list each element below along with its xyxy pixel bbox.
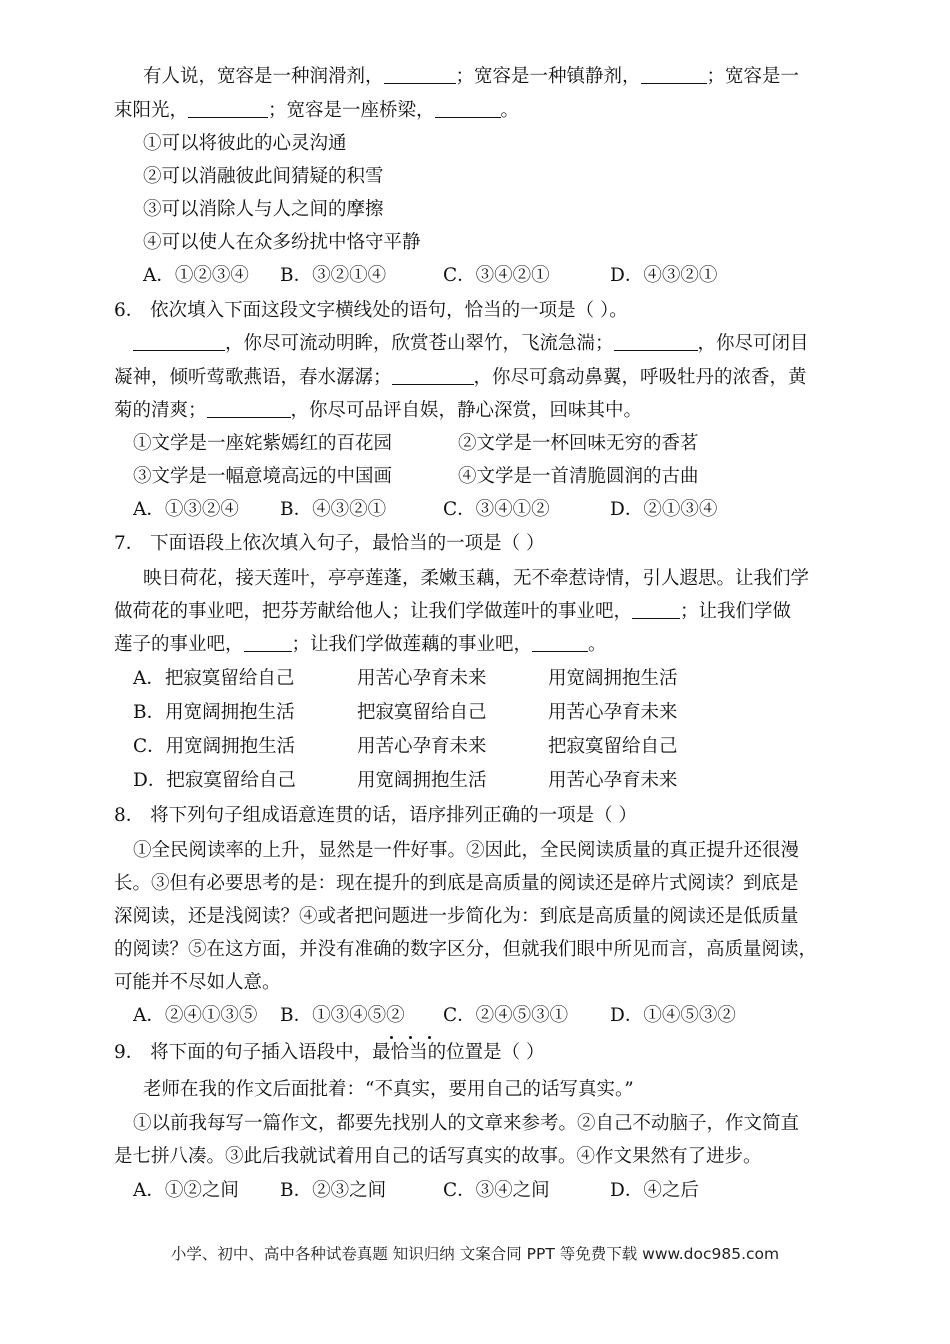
- answer-blank[interactable]: [133, 332, 225, 351]
- q6-option-a[interactable]: A．①③②④: [133, 499, 239, 520]
- q7-stem: 7． 下面语段上依次填入句子，最恰当的一项是（ ）: [114, 533, 545, 554]
- q8-option-d[interactable]: D．①④⑤③②: [610, 1005, 736, 1026]
- q7-option-c-col3: 把寂寞留给自己: [548, 736, 678, 757]
- emphasis-dot: [428, 1036, 431, 1039]
- q6-item-2: ②文学是一杯回味无穷的香茗: [458, 433, 699, 454]
- q6-line-1: ，你尽可流动明眸，欣赏苍山翠竹，飞流急湍； ，你尽可闭目: [133, 331, 809, 357]
- q7-line-1: 映日荷花，接天莲叶，亭亭莲蓬，柔嫩玉藕，无不牵惹诗情，引人遐思。让我们学: [143, 568, 810, 589]
- q5-item-4: ④可以使人在众多纷扰中恪守平静: [143, 232, 421, 253]
- emphasis-dot: [390, 1036, 393, 1039]
- q9-option-b[interactable]: B．②③之间: [280, 1180, 387, 1201]
- answer-blank[interactable]: [392, 366, 474, 385]
- answer-blank[interactable]: [614, 332, 698, 351]
- q8-option-b[interactable]: B．①③④⑤②: [280, 1005, 405, 1026]
- q8-line-3: 深阅读，还是浅阅读？④或者把问题进一步简化为：到底是高质量的阅读还是低质量: [114, 906, 799, 927]
- q7-line-3: 莲子的事业吧， ；让我们学做莲藕的事业吧， 。: [114, 634, 607, 655]
- q6-stem: 6． 依次填入下面这段文字横线处的语句，恰当的一项是（ ）。: [114, 300, 628, 321]
- q9-line-2: 是七拼八凑。③此后我就试着用自己的话写真实的故事。④作文果然有了进步。: [114, 1146, 762, 1167]
- q7-option-a[interactable]: A．把寂寞留给自己: [133, 668, 295, 689]
- q8-line-1: ①全民阅读率的上升，显然是一件好事。②因此，全民阅读质量的真正提升还很漫: [133, 840, 800, 861]
- answer-blank[interactable]: [244, 633, 292, 652]
- q8-option-a[interactable]: A．②④①③⑤: [133, 1005, 258, 1026]
- answer-blank[interactable]: [435, 99, 501, 118]
- q5-item-3: ③可以消除人与人之间的摩擦: [143, 199, 384, 220]
- page-footer: 小学、初中、高中各种试卷真题 知识归纳 文案合同 PPT 等免费下载 www.doc985.com: [170, 1245, 780, 1263]
- q6-line-2: 凝神，倾听莺歌燕语，春水潺潺； ，你尽可翕动鼻翼，呼吸牡丹的浓香，黄: [114, 367, 807, 388]
- q5-option-c[interactable]: C．③④②①: [443, 265, 550, 286]
- q7-option-d-col2: 用宽阔拥抱生活: [357, 770, 487, 791]
- q8-line-5: 可能并不尽如人意。: [114, 972, 281, 993]
- q6-item-1: ①文学是一座姹紫嫣红的百花园: [133, 433, 393, 454]
- q6-option-b[interactable]: B．④③②①: [280, 499, 387, 520]
- answer-blank[interactable]: [532, 633, 588, 652]
- q5-option-d[interactable]: D．④③②①: [610, 265, 718, 286]
- q8-stem: 8． 将下列句子组成语意连贯的话，语序排列正确的一项是（ ）: [114, 805, 638, 826]
- q9-line-1: ①以前我每写一篇作文，都要先找别人的文章来参考。②自己不动脑子，作文简直: [133, 1113, 800, 1134]
- q7-option-b-col3: 用苦心孕育未来: [548, 702, 678, 723]
- q6-line-3: 菊的清爽； ，你尽可品评自娱，静心深赏，回味其中。: [114, 400, 643, 421]
- q8-line-4: 的阅读？⑤在这方面，并没有准确的数字区分，但就我们眼中所见而言，高质量阅读，: [114, 939, 818, 960]
- q5-item-2: ②可以消融彼此间猜疑的积雪: [143, 166, 384, 187]
- q7-option-c[interactable]: C．用宽阔拥抱生活: [133, 736, 296, 757]
- q8-line-2: 长。③但有必要思考的是：现在提升的到底是高质量的阅读还是碎片式阅读？到底是: [114, 873, 799, 894]
- q7-option-b-col2: 把寂寞留给自己: [357, 702, 487, 723]
- q7-option-a-col2: 用苦心孕育未来: [357, 668, 487, 689]
- q6-option-d[interactable]: D．②①③④: [610, 499, 718, 520]
- q5-option-b[interactable]: B．③②①④: [280, 265, 387, 286]
- q8-option-c[interactable]: C．②④⑤③①: [443, 1005, 569, 1026]
- answer-blank[interactable]: [632, 600, 680, 619]
- answer-blank[interactable]: [207, 399, 291, 418]
- q9-option-a[interactable]: A．①②之间: [133, 1180, 239, 1201]
- q7-option-d-col3: 用苦心孕育未来: [548, 770, 678, 791]
- q6-item-4: ④文学是一首清脆圆润的古曲: [458, 466, 699, 487]
- q9-stem: 9． 将下面的句子插入语段中，最恰当的位置是（ ）: [114, 1042, 545, 1063]
- q5-line-2: 束阳光， ；宽容是一座桥梁， 。: [114, 100, 520, 121]
- q5-line-1: 有人说，宽容是一种润滑剂， ；宽容是一种镇静剂， ；宽容是一: [143, 66, 800, 87]
- q5-item-1: ①可以将彼此的心灵沟通: [143, 133, 347, 154]
- q9-quote: 老师在我的作文后面批着：“不真实，要用自己的话写真实。”: [143, 1079, 634, 1100]
- q6-item-3: ③文学是一幅意境高远的中国画: [133, 466, 393, 487]
- q5-option-a[interactable]: A．①②③④: [143, 265, 249, 286]
- answer-blank[interactable]: [188, 99, 268, 118]
- q7-option-d[interactable]: D．把寂寞留给自己: [133, 770, 296, 791]
- q7-option-a-col3: 用宽阔拥抱生活: [548, 668, 678, 689]
- q7-option-c-col2: 用苦心孕育未来: [357, 736, 487, 757]
- answer-blank[interactable]: [641, 65, 707, 84]
- q9-option-d[interactable]: D．④之后: [610, 1180, 699, 1201]
- q6-option-c[interactable]: C．③④①②: [443, 499, 550, 520]
- emphasis-dot: [409, 1036, 412, 1039]
- q9-option-c[interactable]: C．③④之间: [443, 1180, 550, 1201]
- q7-option-b[interactable]: B．用宽阔拥抱生活: [133, 702, 295, 723]
- q7-line-2: 做荷花的事业吧，把芬芳献给他人；让我们学做莲叶的事业吧， ；让我们学做: [114, 601, 792, 622]
- answer-blank[interactable]: [384, 65, 456, 84]
